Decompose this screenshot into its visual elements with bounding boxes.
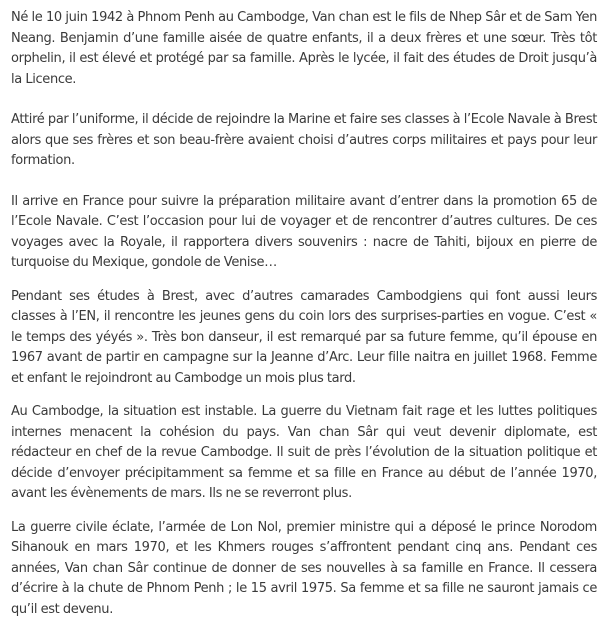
- article-body: [11, 8, 597, 620]
- paragraph-navy: Attiré par l’uniforme, il décide de rejoindre la Marine et faire ses classes à l’Ecole Navale à Brest alors que ses frères et son beau-frère avaient choisi d’autres corps militaires et pays pour leur formation.: [11, 110, 597, 172]
- paragraph-birth: Né le 10 juin 1942 à Phnom Penh au Cambodge, Van chan est le fils de Nhep Sâr et de Sam Yen Neang. Benjamin d’une famille aisée de quatre enfants, il a deux frères et une sœur. Très tôt orphelin, il est élevé et protégé par sa famille. Après le lycée, il fait des études de Droit jusqu’à la Licence.: [11, 8, 597, 90]
- paragraph-cambodia: Au Cambodge, la situation est instable. La guerre du Vietnam fait rage et les luttes politiques internes menacent la cohésion du pays. Van chan Sâr qui veut devenir diplomate, est rédacteur en chef de la revue Cambodge. Il suit de près l’évolution de la situation politique et décide d’envoyer précipitamment sa femme et sa fille en France au début de l’année 1970, avant les évènements de mars. Ils ne se reverront plus.: [11, 402, 597, 505]
- paragraph-brest: Pendant ses études à Brest, avec d’autres camarades Cambodgiens qui font aussi leurs classes à l’EN, il rencontre les jeunes gens du coin lors des surprises-parties en vogue. C’est « le temps des yéyés ». Très bon danseur, il est remarqué par sa future femme, qu’il épouse en 1967 avant de partir en campagne sur la Jeanne d’Arc. Leur fille naitra en juillet 1968. Femme et enfant le rejoindront au Cambodge un mois plus tard.: [11, 287, 597, 390]
- paragraph-civil-war: La guerre civile éclate, l’armée de Lon Nol, premier ministre qui a déposé le prince Norodom Sihanouk en mars 1970, et les Khmers rouges s’affrontent pendant cinq ans. Pendant ces années, Van chan Sâr continue de donner de ses nouvelles à sa famille en France. Il cessera d’écrire à la chute de Phnom Penh ; le 15 avril 1975. Sa femme et sa fille ne sauront jamais ce qu’il est devenu.: [11, 518, 597, 620]
- paragraph-france: Il arrive en France pour suivre la préparation militaire avant d’entrer dans la promotion 65 de l’Ecole Navale. C’est l’occasion pour lui de voyager et de rencontrer d’autres cultures. De ces voyages avec la Royale, il rapportera divers souvenirs : nacre de Tahiti, bijoux en pierre de turquoise du Mexique, gondole de Venise…: [11, 192, 597, 274]
